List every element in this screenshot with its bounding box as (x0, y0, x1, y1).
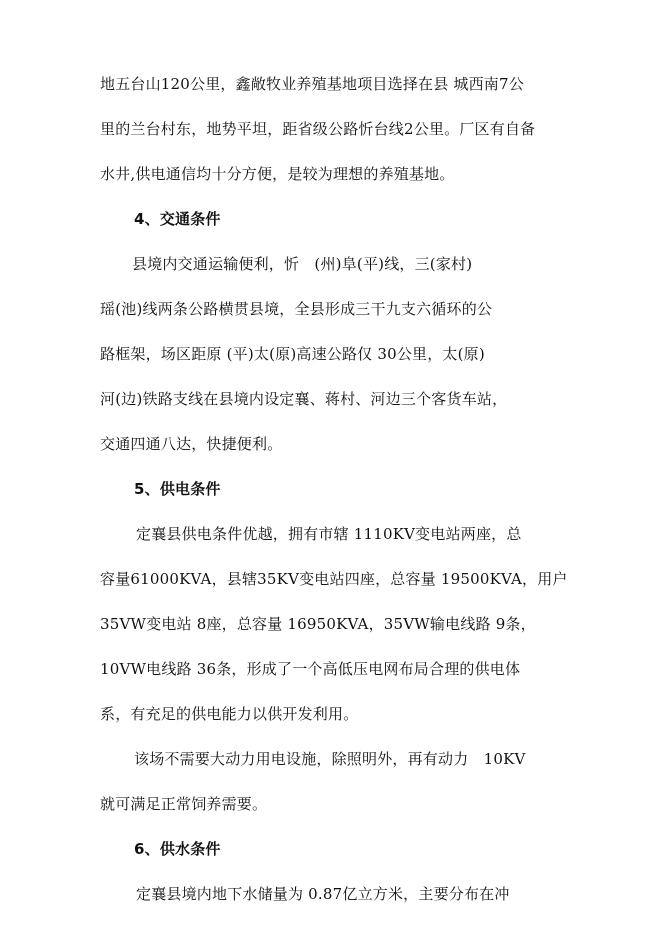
p2-line-1: 县境内交通运输便利，忻 (州)阜(平)线，三(家村) (132, 255, 473, 273)
section-heading-power: 5、供电条件 (134, 480, 221, 498)
p1-line-3: 水井,供电通信均十分方便，是较为理想的养殖基地。 (100, 165, 455, 183)
p4-line-1: 该场不需要大动力用电设施，除照明外，再有动力 10KV (134, 750, 526, 768)
section-heading-traffic: 4、交通条件 (134, 210, 221, 228)
p3-line-1: 定襄县供电条件优越，拥有市辖 1110KV变电站两座，总 (136, 525, 522, 543)
p5-line-1: 定襄县境内地下水储量为 0.87亿立方米，主要分布在冲 (136, 885, 510, 903)
p1-line-1: 地五台山120公里，鑫敞牧业养殖基地项目选择在县 城西南7公 (100, 75, 524, 93)
p2-line-5: 交通四通八达，快捷便利。 (100, 435, 283, 453)
p3-line-4: 10VW电线路 36条，形成了一个高低压电网布局合理的供电体 (100, 660, 521, 678)
section-heading-water: 6、供水条件 (134, 840, 221, 858)
p3-line-5: 系，有充足的供电能力以供开发利用。 (100, 705, 359, 723)
p3-line-2: 容量61000KVA，县辖35KV变电站四座，总容量 19500KVA，用户 (100, 570, 568, 588)
p2-line-3: 路框架，场区距原 (平)太(原)高速公路仅 30公里，太(原) (100, 345, 485, 363)
p2-line-2: 瑶(池)线两条公路横贯县境，全县形成三干九支六循环的公 (100, 300, 493, 318)
p1-line-2: 里的兰台村东，地势平坦，距省级公路忻台线2公里。厂区有自备 (100, 120, 536, 138)
p2-line-4: 河(边)铁路支线在县境内设定襄、蒋村、河边三个客货车站， (100, 390, 508, 408)
p3-line-3: 35VW变电站 8座，总容量 16950KVA，35VW输电线路 9条， (100, 615, 536, 633)
p4-line-2: 就可满足正常饲养需要。 (100, 795, 268, 813)
